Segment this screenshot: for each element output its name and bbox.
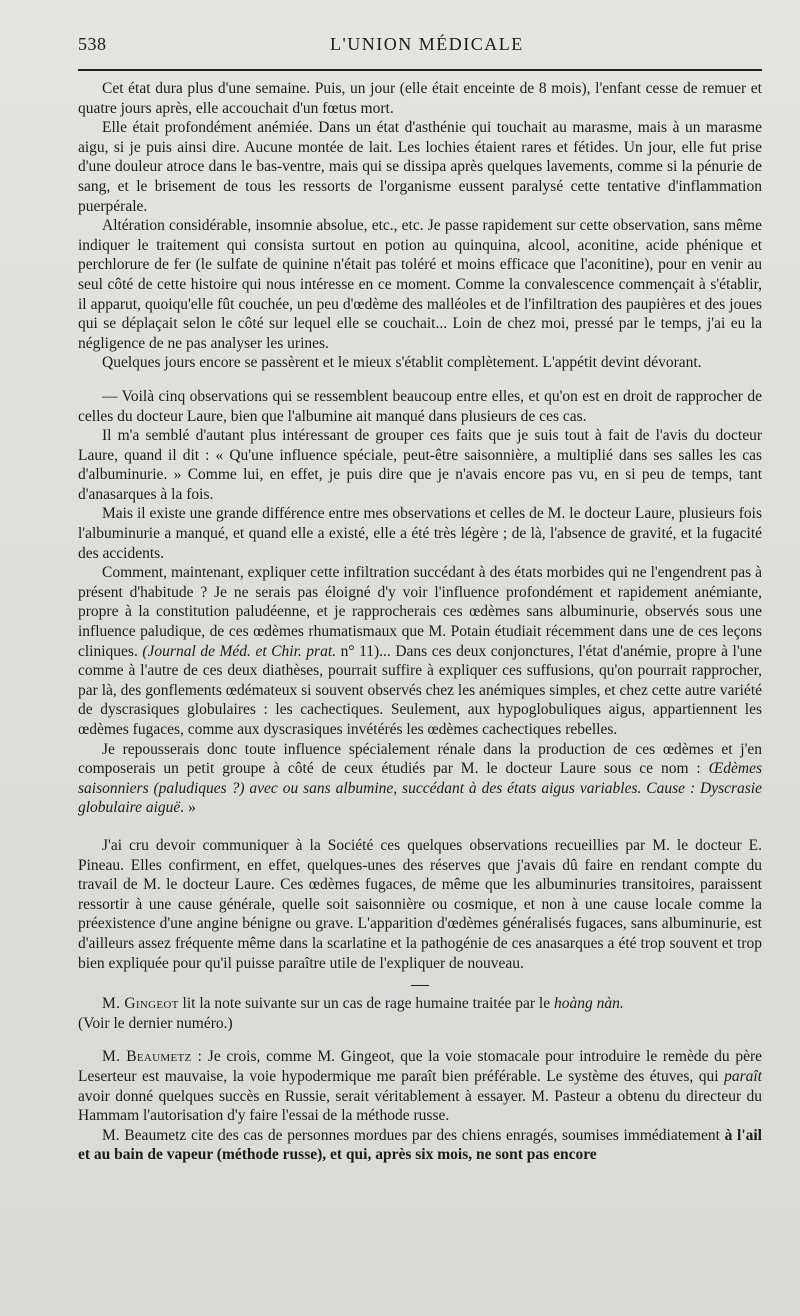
paragraph-text: Je crois, comme M. Gingeot, que la voie stomacale pour introduire le remède du père Leserteur est mauvaise, la voie hypodermique me paraît bien préférable. Le système des étuves, qui [78, 1048, 763, 1085]
proposed-name: Œdèmes saisonniers (paludiques ?) avec ou sans albumine, succédant à des états aigus variables. Cause : Dyscrasie globulaire aiguë. [78, 760, 763, 817]
citation-journal: (Journal de Méd. et Chir. prat. [142, 642, 337, 660]
paragraph: — Voilà cinq observations qui se ressemblent beaucoup entre elles, et qu'on est en droit de rapprocher de celles du docteur Laure, bien que l'albumine ait manqué dans plusieurs de ces cas. [78, 387, 762, 425]
paragraph [78, 563, 762, 739]
speaker-name: M. Beaumetz : [102, 1048, 203, 1066]
closing-quote: » [188, 799, 196, 817]
paragraph: Cet état dura plus d'une semaine. Puis, un jour (elle était enceinte de 8 mois), l'enfant cesse de remuer et quatre jours après, elle accouchait d'un fœtus mort. [78, 80, 762, 117]
speaker-name: M. Gingeot [102, 995, 179, 1013]
paragraph-text: avoir donné quelques succès en Russie, serait véritablement à essayer. M. Pasteur a obtenu du directeur du Hammam l'autorisation d'y faire l'essai de la méthode russe. [78, 1087, 762, 1125]
discussion-beaumetz [78, 1047, 762, 1125]
paragraph-text: M. Beaumetz cite des cas de personnes mordues par des chiens enragés, soumises immédiatement [102, 1126, 720, 1144]
bold-text: à l'ail et au bain de vapeur (méthode russe), et qui, après six mois, ne sont pas encore [78, 1126, 762, 1164]
emphasis: paraît [724, 1067, 762, 1085]
discussion-beaumetz-cont [78, 1126, 762, 1165]
term: hoàng nàn. [553, 995, 624, 1013]
paragraph: Elle était profondément anémiée. Dans un état d'asthénie qui touchait au marasme, mais à un marasme aigu, si je puis ainsi dire. Aucune montée de lait. Les lochies étaient rares et fétides. Un jour, elle fut prise d'une douleur atroce dans le bas-ventre, mais qui se dissipa après quelques lavements, comme si la pénurie de sang, et le brisement de tous les ressorts de l'organisme eussent paralysé cette tentative d'inflammation puerpérale. [78, 119, 762, 215]
paragraph [78, 740, 762, 818]
paragraph: Il m'a semblé d'autant plus intéressant de grouper ces faits que je suis tout à fait de l'avis du docteur Laure, quand il dit : « Qu'une influence spéciale, peut-être saisonnière, a multiplié dans ses salles les cas d'albuminurie. » Comme lui, en effet, je puis dire que je n'avais encore pas vu, en si peu de temps, tant d'anasarques à la fois. [78, 427, 762, 503]
paragraph-text: Je repousserais donc toute influence spécialement rénale dans la production de ces œdèmes et j'en composerais un petit groupe à côté de ceux étudiés par M. le docteur Laure sous ce nom : [78, 740, 762, 778]
page-header [78, 34, 762, 55]
journal-title: L'UNION MÉDICALE [330, 34, 524, 54]
page-number: 538 [78, 34, 107, 54]
paragraph: Mais il existe une grande différence entre mes observations et celles de M. le docteur Laure, plusieurs fois l'albuminurie a manqué, et quand elle a existé, elle a été très légère ; de là, l'absence de gravité, et la fugacité des accidents. [78, 505, 762, 562]
citation-ref: n° 11)... [340, 642, 391, 660]
reference-note: (Voir le dernier numéro.) [78, 1014, 233, 1032]
discussion-gingeot [78, 994, 762, 1033]
section-divider [411, 985, 429, 986]
paragraph-text: Comment, maintenant, expliquer cette infiltration succédant à des états morbides qui ne l'engendrent pas à présent d'habitude ? Je ne serais pas éloigné d'y voir l'influence profondément et rapidement anémiante, propre à la constitution paludéenne, et je rapprocherais ces œdèmes sans albuminurie, observés sous une influence paludique, de ces œdèmes rhumatismaux que M. Potain étudiait récemment dans une de ces leçons cliniques. [78, 564, 762, 660]
paragraph: Altération considérable, insomnie absolue, etc., etc. Je passe rapidement sur cette observation, sans même indiquer le traitement qui consista surtout en potion au quinquina, alcool, aconitine, acide phénique et perchlorure de fer (le sulfate de quinine n'était pas toléré et moins efficace que l'aconitine), pour en venir au seul côté de cette histoire qui nous intéresse en ce moment. Comme la convalescence commençait à s'établir, il apparut, quoiqu'elle fût couchée, un peu d'œdème des malléoles et de l'infiltration des paupières et des joues qui se déplaçait selon le côté sur lequel elle se couchait... Loin de chez moi, pressé par le temps, j'ai eu la négligence de ne pas analyser les urines. [78, 217, 762, 352]
header-rule [78, 69, 762, 71]
article-body [78, 79, 762, 1165]
paragraph-text: Dans ces deux conjonctures, l'état d'anémie, propre à l'une comme à l'autre de ces deux diathèses, pourrait suffire à expliquer ces suffusions, qu'on pourrait rapprocher, par là, des gonflements œdémateux si souvent observés chez les anémiques simples, et chez cette autre variété de dyscrasiques globulaires : les cachectiques. Seulement, aux hypoglobuliques aigus, appartiennent les œdèmes fugaces, comme aux dyscrasiques invétérés les œdèmes cachectiques rebelles. [78, 642, 762, 738]
paragraph: J'ai cru devoir communiquer à la Société ces quelques observations recueillies par M. le docteur E. Pineau. Elles confirment, en effet, quelques-unes des réserves que j'avais dû faire en rendant compte du travail de M. le docteur Laure. Ces œdèmes fugaces, de même que les albuminuries transitoires, paraissent ressortir à une cause générale, quelle soit saisonnière ou cosmique, et non à une cause locale comme la préexistence d'une angine bénigne ou grave. L'apparition d'œdèmes généralisés fugaces, sans albuminurie, est d'ailleurs assez fréquente même dans la scarlatine et la pathogénie de ces anasarques a été trop souvent et trop bien expliquée pour qu'il puisse paraître utile de l'expliquer de nouveau. [78, 836, 762, 972]
paragraph: Quelques jours encore se passèrent et le mieux s'établit complètement. L'appétit devint dévorant. [102, 354, 702, 372]
paragraph-text: lit la note suivante sur un cas de rage humaine traitée par le [182, 995, 551, 1013]
